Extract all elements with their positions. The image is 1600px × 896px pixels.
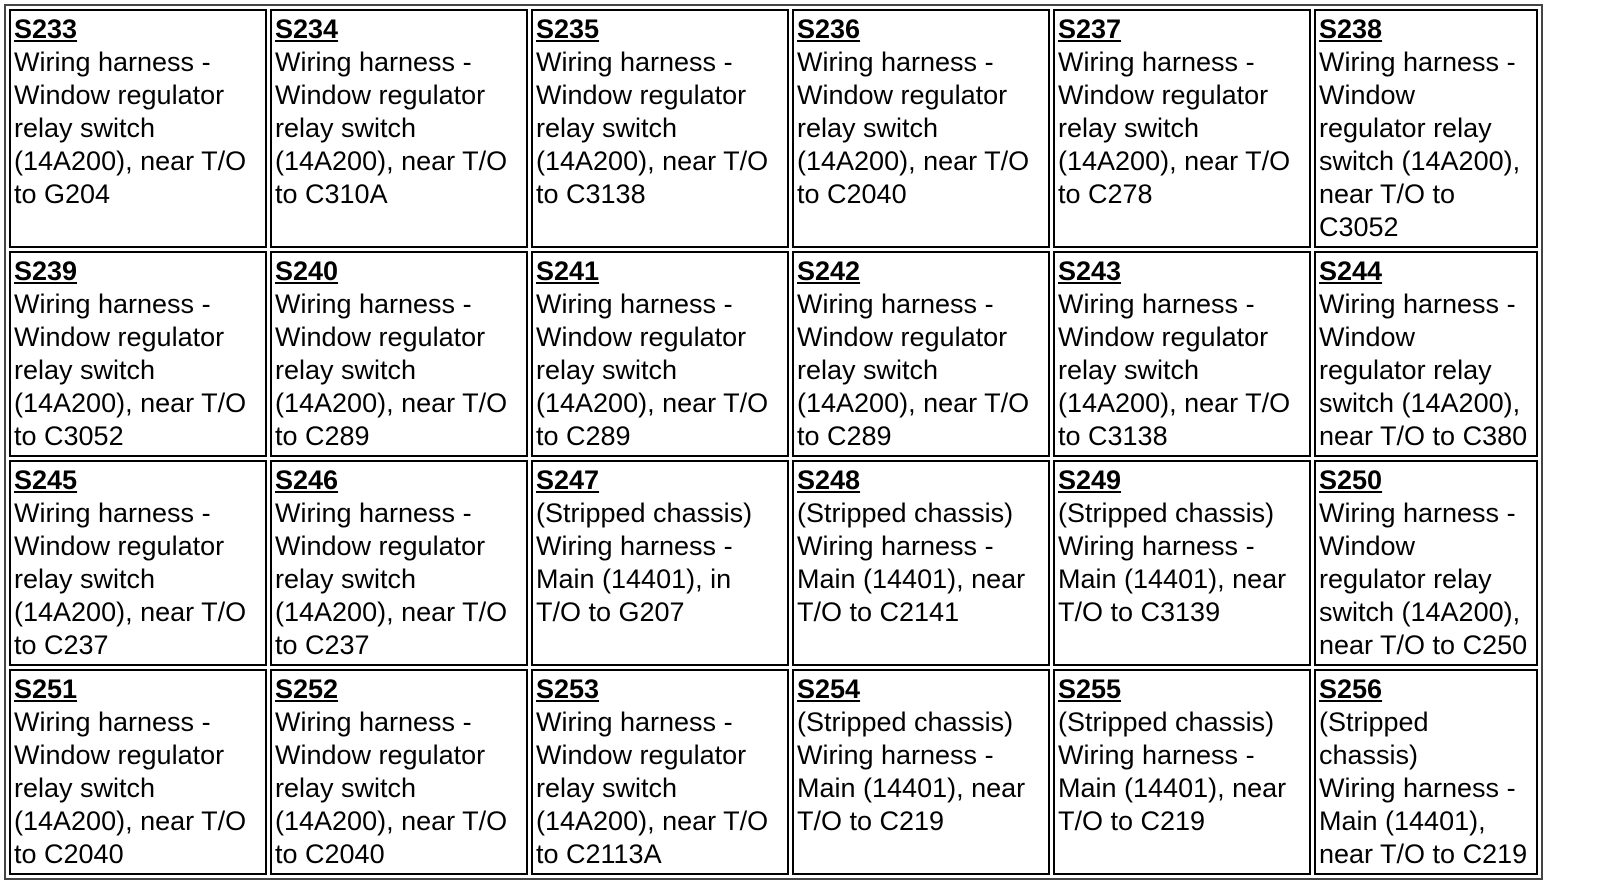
splice-id: S243	[1058, 256, 1122, 286]
splice-id: S248	[797, 465, 861, 495]
splice-id: S239	[14, 256, 78, 286]
table-cell	[792, 251, 1050, 457]
splice-description: Wiring harness - Window regulator relay switch (14A200), near T/O to C380	[1319, 289, 1528, 451]
table-row	[9, 460, 1538, 666]
splice-description: Wiring harness - Window regulator relay switch (14A200), near T/O to C237	[275, 498, 508, 660]
table-cell	[792, 9, 1050, 248]
splice-description: Wiring harness - Window regulator relay switch (14A200), near T/O to C278	[1058, 47, 1291, 209]
splice-id: S249	[1058, 465, 1122, 495]
splice-description: Wiring harness - Window regulator relay switch (14A200), near T/O to C289	[275, 289, 508, 451]
splice-id: S252	[275, 674, 339, 704]
splice-description: Wiring harness - Window regulator relay switch (14A200), near T/O to C250	[1319, 498, 1528, 660]
table-row	[9, 251, 1538, 457]
table-cell	[1053, 251, 1311, 457]
table-cell	[1053, 9, 1311, 248]
table-cell	[270, 251, 528, 457]
table-cell	[270, 669, 528, 875]
splice-description: Wiring harness - Window regulator relay switch (14A200), near T/O to C3052	[14, 289, 247, 451]
splice-description: (Stripped chassis) Wiring harness - Main (14401), near T/O to C2141	[797, 498, 1026, 627]
table-cell	[1314, 251, 1538, 457]
splice-id: S254	[797, 674, 861, 704]
splice-description: (Stripped chassis) Wiring harness - Main (14401), near T/O to C3139	[1058, 498, 1287, 627]
splice-description: (Stripped chassis) Wiring harness - Main (14401), in T/O to G207	[536, 498, 753, 627]
splice-description: (Stripped chassis) Wiring harness - Main (14401), near T/O to C219	[1058, 707, 1287, 836]
table-cell	[1053, 669, 1311, 875]
table-cell	[531, 669, 789, 875]
splice-id: S240	[275, 256, 339, 286]
splice-id: S245	[14, 465, 78, 495]
splice-description: (Stripped chassis) Wiring harness - Main (14401), near T/O to C219	[797, 707, 1026, 836]
splice-id: S234	[275, 14, 339, 44]
splice-description: Wiring harness - Window regulator relay switch (14A200), near T/O to C237	[14, 498, 247, 660]
splice-description: (Stripped chassis) Wiring harness - Main (14401), near T/O to C219	[1319, 707, 1528, 869]
table-cell	[270, 9, 528, 248]
splice-id: S242	[797, 256, 861, 286]
splice-id: S246	[275, 465, 339, 495]
splice-id: S250	[1319, 465, 1383, 495]
table-row	[9, 669, 1538, 875]
splice-id: S238	[1319, 14, 1383, 44]
splice-description: Wiring harness - Window regulator relay switch (14A200), near T/O to G204	[14, 47, 247, 209]
table-cell	[1314, 9, 1538, 248]
splice-description: Wiring harness - Window regulator relay switch (14A200), near T/O to C289	[536, 289, 769, 451]
splice-id: S237	[1058, 14, 1122, 44]
table-cell	[792, 669, 1050, 875]
table-cell	[1314, 460, 1538, 666]
table-cell	[1314, 669, 1538, 875]
splice-id: S253	[536, 674, 600, 704]
splice-description: Wiring harness - Window regulator relay switch (14A200), near T/O to C2113A	[536, 707, 769, 869]
splice-description: Wiring harness - Window regulator relay switch (14A200), near T/O to C3138	[536, 47, 769, 209]
table-cell	[1053, 460, 1311, 666]
splice-description: Wiring harness - Window regulator relay switch (14A200), near T/O to C2040	[275, 707, 508, 869]
splice-id: S241	[536, 256, 600, 286]
splice-id: S251	[14, 674, 78, 704]
splice-table	[4, 4, 1543, 880]
splice-description: Wiring harness - Window regulator relay switch (14A200), near T/O to C310A	[275, 47, 508, 209]
table-cell	[531, 460, 789, 666]
splice-description: Wiring harness - Window regulator relay switch (14A200), near T/O to C289	[797, 289, 1030, 451]
splice-id: S256	[1319, 674, 1383, 704]
splice-description: Wiring harness - Window regulator relay switch (14A200), near T/O to C2040	[14, 707, 247, 869]
splice-id: S233	[14, 14, 78, 44]
table-cell	[270, 460, 528, 666]
table-row	[9, 9, 1538, 248]
table-cell	[792, 460, 1050, 666]
splice-description: Wiring harness - Window regulator relay switch (14A200), near T/O to C2040	[797, 47, 1030, 209]
table-cell	[9, 251, 267, 457]
splice-id: S244	[1319, 256, 1383, 286]
table-cell	[531, 9, 789, 248]
splice-id: S255	[1058, 674, 1122, 704]
table-cell	[9, 9, 267, 248]
splice-id: S235	[536, 14, 600, 44]
splice-description: Wiring harness - Window regulator relay switch (14A200), near T/O to C3052	[1319, 47, 1521, 242]
table-cell	[9, 460, 267, 666]
splice-description: Wiring harness - Window regulator relay switch (14A200), near T/O to C3138	[1058, 289, 1291, 451]
splice-id: S236	[797, 14, 861, 44]
table-cell	[9, 669, 267, 875]
table-cell	[531, 251, 789, 457]
splice-id: S247	[536, 465, 600, 495]
